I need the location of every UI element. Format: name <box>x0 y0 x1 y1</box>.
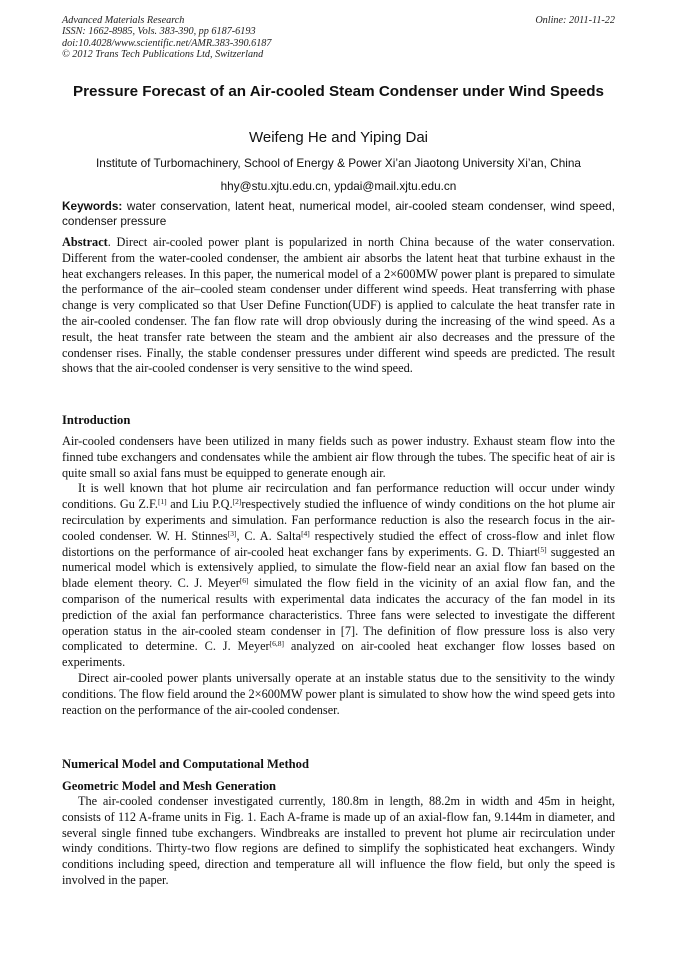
online-date: Online: 2011-11-22 <box>535 15 615 26</box>
intro-paragraph-3: Direct air-cooled power plants universally operate at an instable status due to the sensitivity to the windy conditions. The flow field around the 2×600MW power plant is simulated to show how the wind speed gets into reaction on the performance of the air-cooled condenser. <box>62 670 615 717</box>
introduction-body <box>62 434 615 718</box>
intro-p2-text-d: , C. A. Salta <box>236 528 302 543</box>
intro-p2-text-f: suggested an numerical model which is extensively applied, to simulate the flow-field near an axial flow fan based on the blade element theory. C. J. Meyer <box>62 544 615 591</box>
citation-5: [5] <box>537 544 547 554</box>
citation-6-8: [6,8] <box>269 639 285 649</box>
paper-title: Pressure Forecast of an Air-cooled Steam Condenser under Wind Speeds <box>73 83 604 100</box>
section-heading-introduction: Introduction <box>62 413 131 427</box>
journal-name: Advanced Materials Research <box>62 15 185 26</box>
keywords-text: water conservation, latent heat, numerical model, air-cooled steam condenser, wind speed, condenser pressure <box>62 199 615 228</box>
citation-2: [2] <box>232 497 242 507</box>
author-emails: hhy@stu.xjtu.edu.cn, ypdai@mail.xjtu.edu.cn <box>220 179 457 193</box>
intro-p2-text-h: analyzed on air-cooled heat exchanger flow losses based on experiments. <box>62 639 615 670</box>
journal-issn: ISSN: 1662-8985, Vols. 383-390, pp 6187-6193 <box>62 26 256 38</box>
journal-copyright: © 2012 Trans Tech Publications Ltd, Switzerland <box>62 49 264 61</box>
geometric-model-body <box>62 794 615 889</box>
intro-p2-text-c: respectively studied the influence of windy conditions on the hot plume air recirculation by experiments and simulation. Fan performance reduction is also the research focus in the air-cooled condenser. W. H. Stinnes <box>62 497 615 543</box>
subsection-heading-geometric-model: Geometric Model and Mesh Generation <box>62 779 277 793</box>
intro-paragraph-2 <box>62 481 615 671</box>
abstract-label: Abstract <box>62 235 108 249</box>
paper-authors: Weifeng He and Yiping Dai <box>248 129 428 146</box>
keywords-label: Keywords: <box>62 199 123 213</box>
geometric-paragraph-1: The air-cooled condenser investigated currently, 180.8m in length, 88.2m in width and 45m in height, consists of 112 A-frame units in Fig. 1. Each A-frame is made up of an axial-flow fan, 9.144m in diameter, and several single finned tube exchangers. Windbreaks are installed to prevent hot plume air recirculation under windy conditions. Thirty-two flow regions are defined to simplify the sophisticated heat exchangers. Windy conditions including speed, direction and temperature all will influence the flow field, but only the speed is involved in the paper. <box>62 794 615 887</box>
citation-4: [4] <box>301 528 310 538</box>
citation-1: [1] <box>157 497 167 507</box>
journal-doi: doi:10.4028/www.scientific.net/AMR.383-390.6187 <box>62 37 272 49</box>
journal-header <box>62 15 615 61</box>
intro-p2-text-g: simulated the flow field in the vicinity of an axial flow fan, and the comparison of the numerical results with experimental data indicates the accuracy of the fan model in its prediction of the axial fan performance characteristics. Three fans were selected to investigate the different operation status in the air-cooled steam condenser in [7]. The definition of flow pressure loss is also very complicated to determine. C. J. Meyer <box>62 576 616 654</box>
intro-paragraph-1: Air-cooled condensers have been utilized in many fields such as power industry. Exhaust steam flow into the finned tube exchangers and condensates while the ambient air flow through the tubes. The specific heat of air is quite small so axial fans must be equipped to generate enough air. <box>62 434 615 480</box>
abstract-text: . Direct air-cooled power plant is popularized in north China because of the water conservation. Different from the water-cooled condenser, the ambient air absorbs the latent heat that turbine exhaust in the heat exchangers releases. In this paper, the numerical model of a 2×600MW power plant is prepared to simulate the performance of the air–cooled steam condenser under different wind speeds. Heat transferring with phase change is very complicated so that User Define Function(UDF) is applied to calculate the heat transfer rate in the air-cooled condenser. The fan flow rate will drop obviously during the increasing of the wind speed. As a result, the heat transfer rate between the steam and the ambient air also decreases and the pressure of the condenser rises. Finally, the stable condenser pressures under different wind speeds are predicted. The result shows that the air-cooled condenser is very sensitive to the wind speed. <box>62 235 615 376</box>
keywords <box>62 199 615 229</box>
intro-p2-text-a: It is well known that hot plume air recirculation and fan performance reduction will occur under windy conditions. Gu Z.F. <box>62 481 615 512</box>
citation-3: [3] <box>227 528 237 538</box>
intro-p2-text-e: respectively studied the effect of cross-flow and inlet flow distortions on the performance of air-cooled heat exchanger fans by experiments. G. D. Thiart <box>62 528 615 559</box>
abstract <box>62 235 615 377</box>
intro-p2-text-b: and Liu P.Q. <box>166 497 233 512</box>
section-heading-numerical-model: Numerical Model and Computational Method <box>62 757 309 771</box>
citation-6: [6] <box>239 576 249 586</box>
author-affiliation: Institute of Turbomachinery, School of Energy & Power Xi’an Jiaotong University Xi’an, China <box>95 156 581 170</box>
